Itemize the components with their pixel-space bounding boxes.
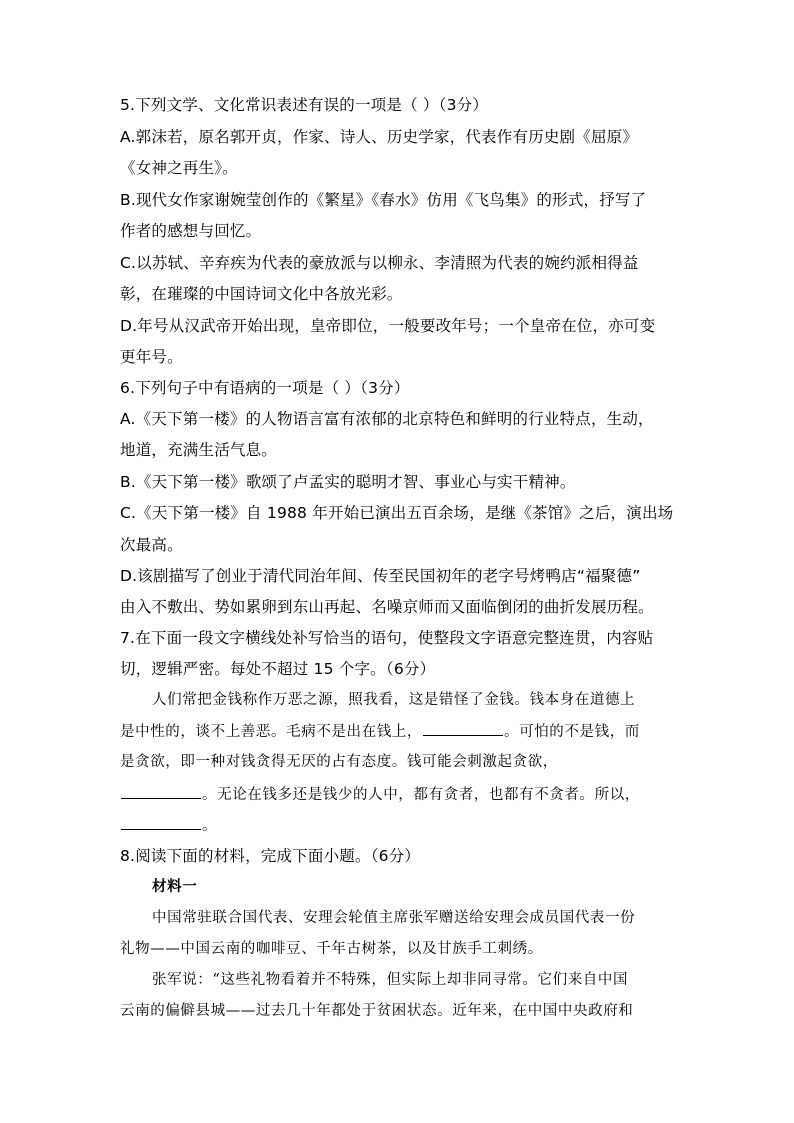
q7-passage-line2 — [120, 721, 640, 742]
q5-option-b-line1: B.现代女作家谢婉莹创作的《繁星》《春水》仿用《飞鸟集》的形式，抒写了 — [120, 191, 647, 209]
q5-option-d-line2: 更年号。 — [120, 348, 183, 366]
q7-blank-3[interactable] — [121, 815, 201, 830]
q6-option-a-line2: 地道，充满生活气息。 — [120, 441, 278, 459]
q8-material-title: 材料一 — [152, 878, 198, 895]
q7-passage-line4 — [120, 784, 640, 805]
q5-option-b-line2: 作者的感想与回忆。 — [120, 222, 262, 240]
q7-passage-line2-end: 。可怕的不是钱，而 — [504, 724, 640, 740]
q6-option-d-line2: 由入不敷出、势如累卵到东山再起、名噪京师而又面临倒闭的曲折发展历程。 — [120, 598, 654, 616]
q6-option-d-line1: D.该剧描写了创业于清代同治年间、传至民国初年的老字号烤鸭店“福聚德” — [120, 567, 641, 585]
q7-passage-line1: 人们常把金钱称作万恶之源，照我看，这是错怪了金钱。钱本身在道德上 — [152, 692, 636, 708]
q7-stem-line1: 7.在下面一段文字横线处补写恰当的语句，使整段文字语意完整连贯，内容贴 — [120, 629, 654, 647]
q5-option-d-line1: D.年号从汉武帝开始出现，皇帝即位，一般要改年号；一个皇帝在位，亦可变 — [120, 317, 656, 335]
q7-passage-line5-text: 。 — [202, 818, 218, 834]
q7-passage-line3: 是贪欲，即一种对钱贪得无厌的占有态度。钱可能会刺激起贪欲， — [120, 754, 558, 770]
q5-option-c-line2: 彰，在璀璨的中国诗词文化中各放光彩。 — [120, 285, 403, 303]
q7-passage-line2-text: 是中性的，谈不上善恶。毛病不是出在钱上， — [120, 724, 422, 740]
q5-option-c-line1: C.以苏轼、辛弃疾为代表的豪放派与以柳永、李清照为代表的婉约派相得益 — [120, 254, 639, 272]
q8-material-line1: 中国常驻联合国代表、安理会轮值主席张军赠送给安理会成员国代表一份 — [152, 910, 636, 926]
q5-stem: 5.下列文学、文化常识表述有误的一项是（ ）（3分） — [120, 96, 489, 114]
q7-blank-1[interactable] — [423, 721, 503, 736]
q8-stem: 8.阅读下面的材料，完成下面小题。（6分） — [120, 847, 421, 865]
q7-passage-line5 — [120, 815, 217, 836]
q7-blank-2[interactable] — [121, 784, 201, 799]
q7-passage-line4-text: 。无论在钱多还是钱少的人中，都有贪者，也都有不贪者。所以， — [202, 787, 640, 803]
q6-option-c-line1: C.《天下第一楼》自 1988 年开始已演出五百余场，是继《茶馆》之后，演出场 — [120, 504, 674, 522]
q6-stem: 6.下列句子中有语病的一项是（ ）（3分） — [120, 379, 410, 397]
q6-option-c-line2: 次最高。 — [120, 536, 183, 554]
q5-option-a-line2: 《女神之再生》。 — [120, 159, 238, 177]
q5-option-a-line1: A.郭沫若，原名郭开贞，作家、诗人、历史学家，代表作有历史剧《屈原》 — [120, 128, 639, 146]
q8-material-line3: 张军说：“这些礼物看着并不特殊，但实际上却非同寻常。它们来自中国 — [152, 972, 629, 988]
q6-option-a-line1: A.《天下第一楼》的人物语言富有浓郁的北京特色和鲜明的行业特点，生动， — [120, 410, 654, 428]
q8-material-line4: 云南的偏僻县城——过去几十年都处于贫困状态。近年来，在中国中央政府和 — [120, 1003, 634, 1019]
q8-material-line2: 礼物——中国云南的咖啡豆、千年古树茶，以及甘族手工刺绣。 — [120, 941, 543, 957]
q6-option-b-line1: B.《天下第一楼》歌颂了卢孟实的聪明才智、事业心与实干精神。 — [120, 473, 576, 491]
q7-stem-line2: 切，逻辑严密。每处不超过 15 个字。（6分） — [120, 660, 436, 678]
